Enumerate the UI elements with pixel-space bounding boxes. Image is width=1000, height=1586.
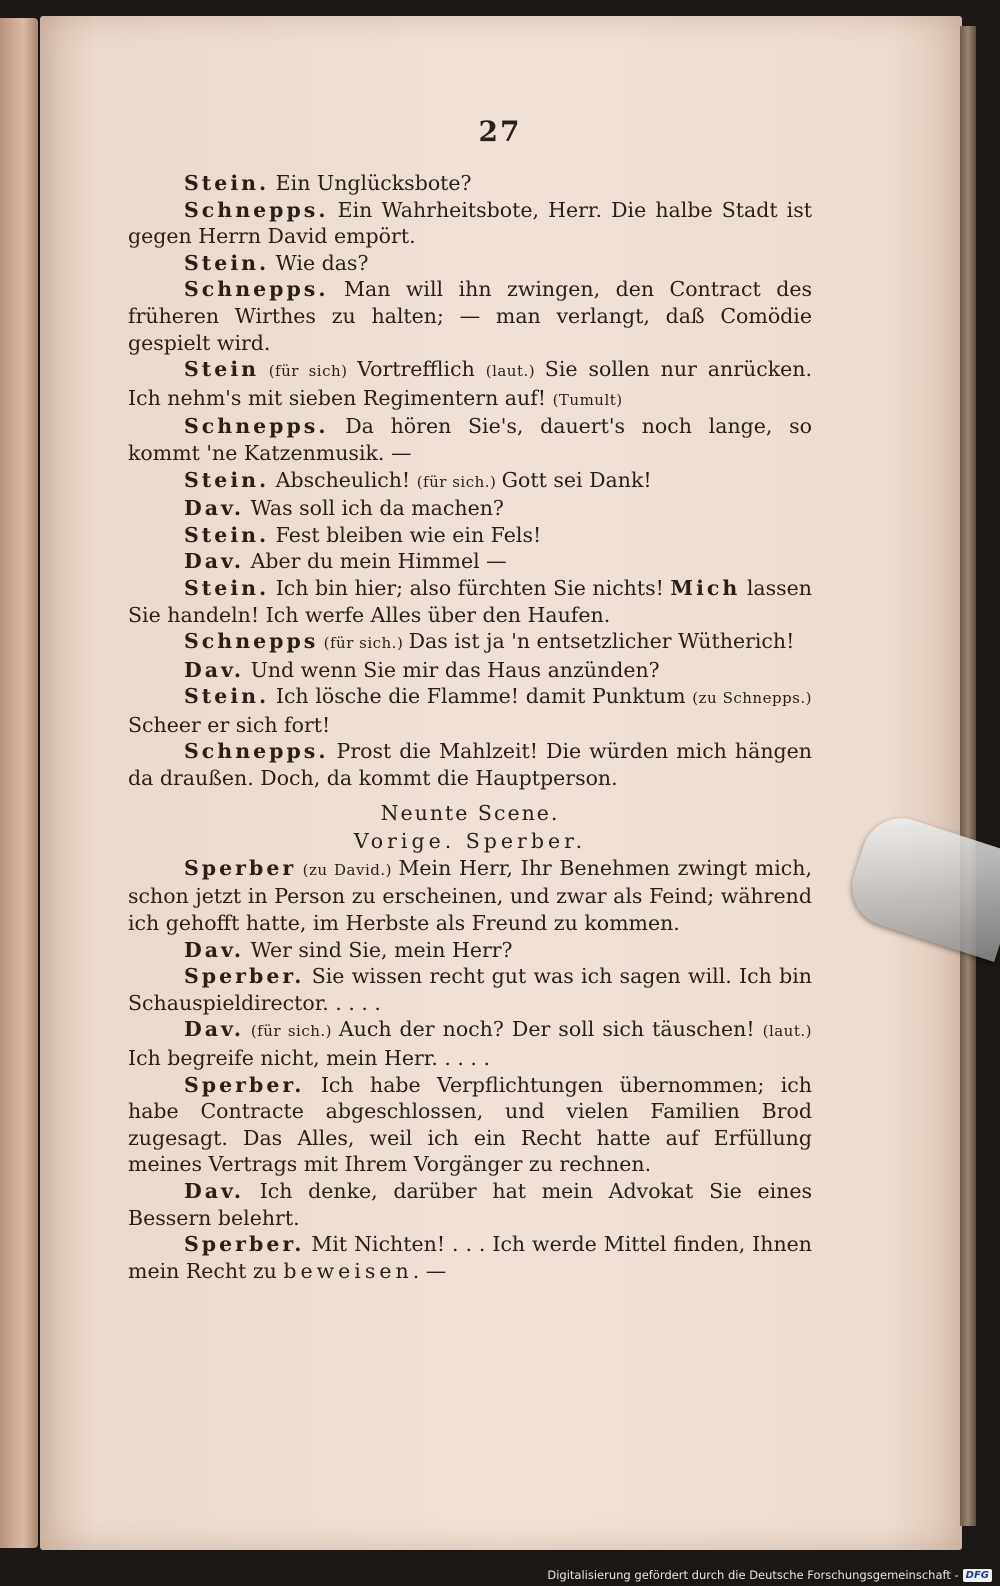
line-text: Mit Nichten! . . . Ich werde Mittel finden, Ihnen mein Recht zu bbox=[128, 1232, 812, 1283]
line-text: Ich denke, darüber hat mein Advokat Sie eines Bessern belehrt. bbox=[128, 1178, 812, 1230]
dialogue-line bbox=[128, 1072, 812, 1178]
line-text: Wie das? bbox=[269, 250, 369, 275]
dialogue-block-1 bbox=[128, 170, 812, 792]
line-text: Man will ihn zwingen, den Contract des früheren Wirthes zu halten; — man verlangt, daß Comödie gespielt wird. bbox=[128, 277, 812, 355]
speaker-name: Stein. bbox=[184, 575, 270, 600]
speaker-name: Sperber. bbox=[184, 1232, 305, 1257]
dialogue-line bbox=[128, 657, 812, 684]
dialogue-line bbox=[128, 356, 812, 413]
speaker-name: Dav. bbox=[184, 937, 245, 962]
scene-cast: Vorige. Sperber. bbox=[353, 829, 587, 854]
stage-direction: (laut.) bbox=[485, 362, 545, 381]
dialogue-line bbox=[128, 1231, 812, 1284]
footer bbox=[547, 1568, 992, 1582]
dialogue-line bbox=[128, 683, 812, 738]
speaker-name: Sperber. bbox=[184, 964, 305, 989]
line-text: Fest bleiben wie ein Fels! bbox=[269, 522, 542, 547]
line-text: Aber du mein Himmel — bbox=[244, 549, 507, 574]
line-text: . — bbox=[412, 1258, 447, 1283]
dialogue-line bbox=[128, 1016, 812, 1071]
speaker-name: Stein. bbox=[184, 250, 270, 275]
page-stack-edge bbox=[960, 26, 976, 1526]
line-text: lassen Sie handeln! Ich werfe Alles über den Haufen. bbox=[128, 575, 812, 627]
stage-direction: (für sich.) bbox=[318, 634, 409, 653]
line-text: Ein Unglücksbote? bbox=[269, 171, 472, 195]
speaker-name: Dav. bbox=[184, 1017, 245, 1042]
dialogue-line bbox=[128, 250, 812, 277]
dialogue-line bbox=[128, 276, 812, 356]
speaker-name: Dav. bbox=[184, 1178, 245, 1203]
line-text: Gott sei Dank! bbox=[501, 467, 652, 492]
dialogue-line bbox=[128, 1178, 812, 1231]
line-text: Mein Herr, Ihr Benehmen zwingt mich, schon jetzt in Person zu erscheinen, und zwar als Feind; während ich gehofft hatte, im Herbste als Freund zu kommen. bbox=[128, 855, 813, 936]
speaker-name: Dav. bbox=[184, 496, 245, 521]
stage-direction: (Tumult) bbox=[552, 390, 623, 409]
speaker-name: Schnepps. bbox=[184, 277, 329, 302]
speaker-name: Schnepps. bbox=[184, 197, 329, 222]
line-text: Sie sollen nur anrücken. Ich nehm's mit sieben Regimentern auf! bbox=[128, 357, 812, 410]
dialogue-line bbox=[128, 413, 812, 466]
dialogue-line bbox=[128, 738, 812, 791]
line-text: Und wenn Sie mir das Haus anzünden? bbox=[244, 657, 660, 682]
dialogue-line bbox=[128, 170, 812, 197]
line-text: Ich habe Verpflichtungen übernommen; ich habe Contracte abgeschlossen, und vielen Familien Brod zugesagt. Das Alles, weil ich ein Recht hatte auf Erfüllung meines Vertrags mit Ihrem Vorgänger zu rechnen. bbox=[128, 1072, 812, 1177]
dialogue-line bbox=[128, 937, 812, 964]
page-text bbox=[128, 170, 812, 1284]
scene-title: Neunte Scene. bbox=[380, 800, 560, 825]
speaker-name: Sperber. bbox=[184, 1072, 305, 1097]
line-text: Abscheulich! bbox=[269, 467, 417, 492]
line-text: Ich begreife nicht, mein Herr. . . . . bbox=[128, 1046, 490, 1070]
dialogue-line bbox=[128, 628, 812, 657]
stage-direction: (zu David.) bbox=[296, 860, 399, 879]
speaker-name: Sperber bbox=[184, 855, 297, 880]
facing-page-edge bbox=[0, 18, 38, 1548]
dialogue-line bbox=[128, 467, 812, 496]
stage-direction: (für sich.) bbox=[416, 472, 502, 491]
dialogue-line bbox=[128, 548, 812, 575]
speaker-name: Schnepps bbox=[184, 629, 319, 654]
speaker-name: Stein. bbox=[184, 684, 270, 709]
line-text: Was soll ich da machen? bbox=[244, 496, 504, 521]
emphasis: Mich bbox=[670, 575, 741, 600]
footer-credit: Digitalisierung gefördert durch die Deutsche Forschungsgemeinschaft - bbox=[547, 1568, 959, 1582]
line-text: Ein Wahrheitsbote, Herr. Die halbe Stadt ist gegen Herrn David empört. bbox=[128, 197, 812, 249]
line-text: Ich bin hier; also fürchten Sie nichts! bbox=[269, 575, 671, 600]
speaker-name: Dav. bbox=[184, 549, 245, 574]
line-text: Da hören Sie's, dauert's noch lange, so kommt 'ne Katzenmusik. — bbox=[128, 414, 812, 465]
line-text: Wer sind Sie, mein Herr? bbox=[244, 937, 513, 962]
page-number: 27 bbox=[478, 115, 522, 148]
emphasis: beweisen bbox=[283, 1258, 413, 1283]
dialogue-line bbox=[128, 575, 812, 628]
speaker-name: Dav. bbox=[184, 657, 245, 682]
speaker-name: Stein. bbox=[184, 467, 270, 492]
line-text: Scheer er sich fort! bbox=[128, 712, 331, 737]
dialogue-line bbox=[128, 197, 812, 250]
line-text: Prost die Mahlzeit! Die würden mich hängen da draußen. Doch, da kommt die Hauptperson. bbox=[128, 739, 812, 791]
dialogue-line bbox=[128, 495, 812, 522]
speaker-name: Schnepps. bbox=[184, 414, 329, 439]
speaker-name: Stein. bbox=[184, 522, 270, 547]
speaker-name: Schnepps. bbox=[184, 739, 329, 764]
dialogue-block-2 bbox=[128, 855, 812, 1285]
line-text: Auch der noch? Der soll sich täuschen! bbox=[338, 1017, 763, 1042]
speaker-name: Stein. bbox=[184, 171, 270, 195]
line-text: Das ist ja 'n entsetzlicher Wütherich! bbox=[408, 629, 795, 654]
line-text: Sie wissen recht gut was ich sagen will. Ich bin Schauspieldirector. . . . . bbox=[128, 964, 812, 1015]
dialogue-line bbox=[128, 522, 812, 549]
stage-direction: (laut.) bbox=[762, 1022, 812, 1041]
stage-direction: (zu Schnepps.) bbox=[692, 689, 812, 708]
stage-direction: (für sich.) bbox=[244, 1022, 339, 1041]
dialogue-line bbox=[128, 963, 812, 1016]
dialogue-line bbox=[128, 855, 812, 937]
dfg-logo: DFG bbox=[963, 1569, 992, 1582]
line-text: Vortrefflich bbox=[357, 357, 486, 382]
line-text: Ich lösche die Flamme! damit Punktum bbox=[269, 684, 693, 709]
stage-direction: (für sich) bbox=[259, 362, 358, 381]
speaker-name: Stein bbox=[184, 357, 260, 382]
